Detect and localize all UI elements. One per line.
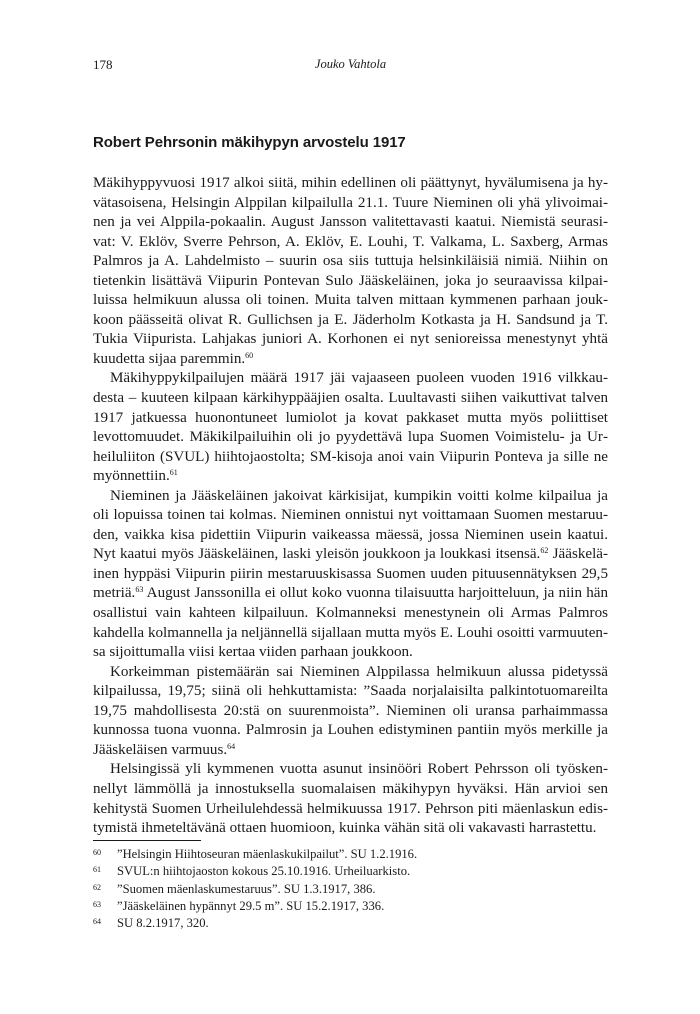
footnote-number: 61 <box>93 865 101 875</box>
footnote-ref: 63 <box>135 585 144 595</box>
paragraph-1 <box>93 174 608 369</box>
body-text <box>93 174 608 839</box>
footnote-number: 64 <box>93 917 101 927</box>
footnote-64 <box>93 915 608 932</box>
paragraph-text: Jääskeläinen hyppäsi Viipurin piirin mestaruuskisassa Suomen uuden pituusennätyksen 29,5 metriä. <box>93 546 608 602</box>
paragraph-2 <box>93 369 608 486</box>
paragraph-text: August Janssonilla ei ollut koko vuonna tilaisuutta harjoitteluun, ja niin hän osallistui vain kahteen kilpailuun. Kolmanneksi menestynein oli Armas Palmros kahdella kolmannella ja neljännellä sijallaan mutta myös E. Louhi osoitti varmuutensa sijoittumalla viisi kertaa viiden parhaan joukkoon. <box>93 585 608 661</box>
paragraph-text: Mäkihyppyvuosi 1917 alkoi siitä, mihin edellinen oli päättynyt, hyvälumisena ja hyvätasoisena, Helsingin Alppilan kilpailulla 21.1. Tuure Nieminen oli yhä ylivoimainen ja vei Alppila-pokaalin. August Jansson valitettavasti kaatui. Niemistä seurasivat: V. Eklöv, Sverre Pehrson, A. Eklöv, E. Louhi, T. Valkama, L. Saxberg, Armas Palmros ja A. Lahdelmisto – suurin osa siis tuttuja helsinkiläisiä nimiä. Niihin on tietenkin lisättävä Viipurin Pontevan Sulo Jääskeläinen, joka jo seuraavissa kilpailuissa helmikuun alussa oli toinen. Muita talven mittaan kymmenen parhaan joukkoon päässeitä olivat R. Gullichsen ja E. Jäderholm Kotkasta ja H. Sandsund ja T. Tukia Viipurista. Lahjakas juniori A. Korhonen ei nyt senioreissa menestynyt yhtä kuudetta sijaa paremmin. <box>93 175 608 367</box>
footnote-number: 60 <box>93 848 101 857</box>
section-heading: Robert Pehrsonin mäkihypyn arvostelu 1917 <box>93 134 406 151</box>
footnote-number: 62 <box>93 882 101 892</box>
book-page <box>93 0 608 1014</box>
footnote-ref: 61 <box>169 468 178 478</box>
paragraph-text: Korkeimman pistemäärän sai Nieminen Alppilassa helmikuun alussa pidetyssä kilpailussa, 19,75; siinä oli hehkuttamista: ”Saada norjalaisilta palkintotuomareilta 19,75 mahdollisesta 20:stä on suurenmoista”. Nieminen oli uransa parhaimmassa kunnossa tuona vuonna. Palmrosin ja Louhen edistyminen pantiin myös merkille ja Jääskeläisen varmuus. <box>93 663 608 758</box>
running-head <box>93 57 608 75</box>
footnotes <box>93 846 608 932</box>
footnote-61 <box>93 863 608 880</box>
paragraph-4 <box>93 663 608 761</box>
running-title-author: Jouko Vahtola <box>314 57 387 71</box>
footnote-text: ”Jääskeläinen hypännyt 29.5 m”. SU 15.2.1917, 336. <box>117 898 385 913</box>
footnote-ref: 60 <box>245 350 254 360</box>
footnote-text: ”Suomen mäenlaskumestaruus”. SU 1.3.1917, 386. <box>117 881 376 896</box>
paragraph-text: Nieminen ja Jääskeläinen jakoivat kärkisijat, kumpikin voitti kolme kilpailua ja oli lopuissa toinen tai kolmas. Nieminen onnistui nyt voittamaan Suomen mestaruuden, vaikka kisa pidettiin Viipurin vaikeassa mäessä, jossa Nieminen usein kaatui. Nyt kaatui myös Jääskeläinen, laski yleisön joukkoon ja loukkasi itsensä. <box>93 487 608 563</box>
footnote-number: 63 <box>93 899 101 909</box>
page-number: 178 <box>93 57 113 72</box>
footnote-text: SU 8.2.1917, 320. <box>117 916 209 931</box>
footnote-ref: 64 <box>227 741 236 751</box>
footnote-62 <box>93 881 608 898</box>
footnote-60 <box>93 846 608 863</box>
paragraph-text: Helsingissä yli kymmenen vuotta asunut insinööri Robert Pehrsson oli työskennellyt lämmöllä ja innostuksella suomalaisen mäkihypyn hyväksi. Hän arvioi sen kehitystä Suomen Urheilulehdessä helmikuussa 1917. Pehrson piti mäenlaskun edistymistä ihmeteltävänä ottaen huomioon, kuinka vähän sitä oli vakavasti harrastettu. <box>93 761 608 837</box>
paragraph-5 <box>93 760 608 838</box>
footnote-63 <box>93 898 608 915</box>
paragraph-text: Mäkihyppykilpailujen määrä 1917 jäi vajaaseen puoleen vuoden 1916 vilkkaudesta – kuuteen kilpaan kärkihyppääjien osalta. Luultavasti siihen vaikuttivat talven 1917 jatkuessa huonontuneet lumiolot ja kovat pakkaset mutta myös poliittiset levottomuudet. Mäkikilpailuihin oli jo pyydettävä lupa Suomen Voimistelu- ja Urheiluliiton (SVUL) hiihtojaostolta; SM-kisoja anoi vain Viipurin Ponteva ja sille ne myönnettiin. <box>93 370 608 485</box>
footnote-ref: 62 <box>540 546 549 556</box>
footnote-text: SVUL:n hiihtojaoston kokous 25.10.1916. Urheiluarkisto. <box>117 864 411 879</box>
paragraph-3 <box>93 487 608 663</box>
footnote-text: ”Helsingin Hiihtoseuran mäenlaskukilpailut”. SU 1.2.1916. <box>117 847 418 861</box>
footnote-divider <box>93 840 201 841</box>
